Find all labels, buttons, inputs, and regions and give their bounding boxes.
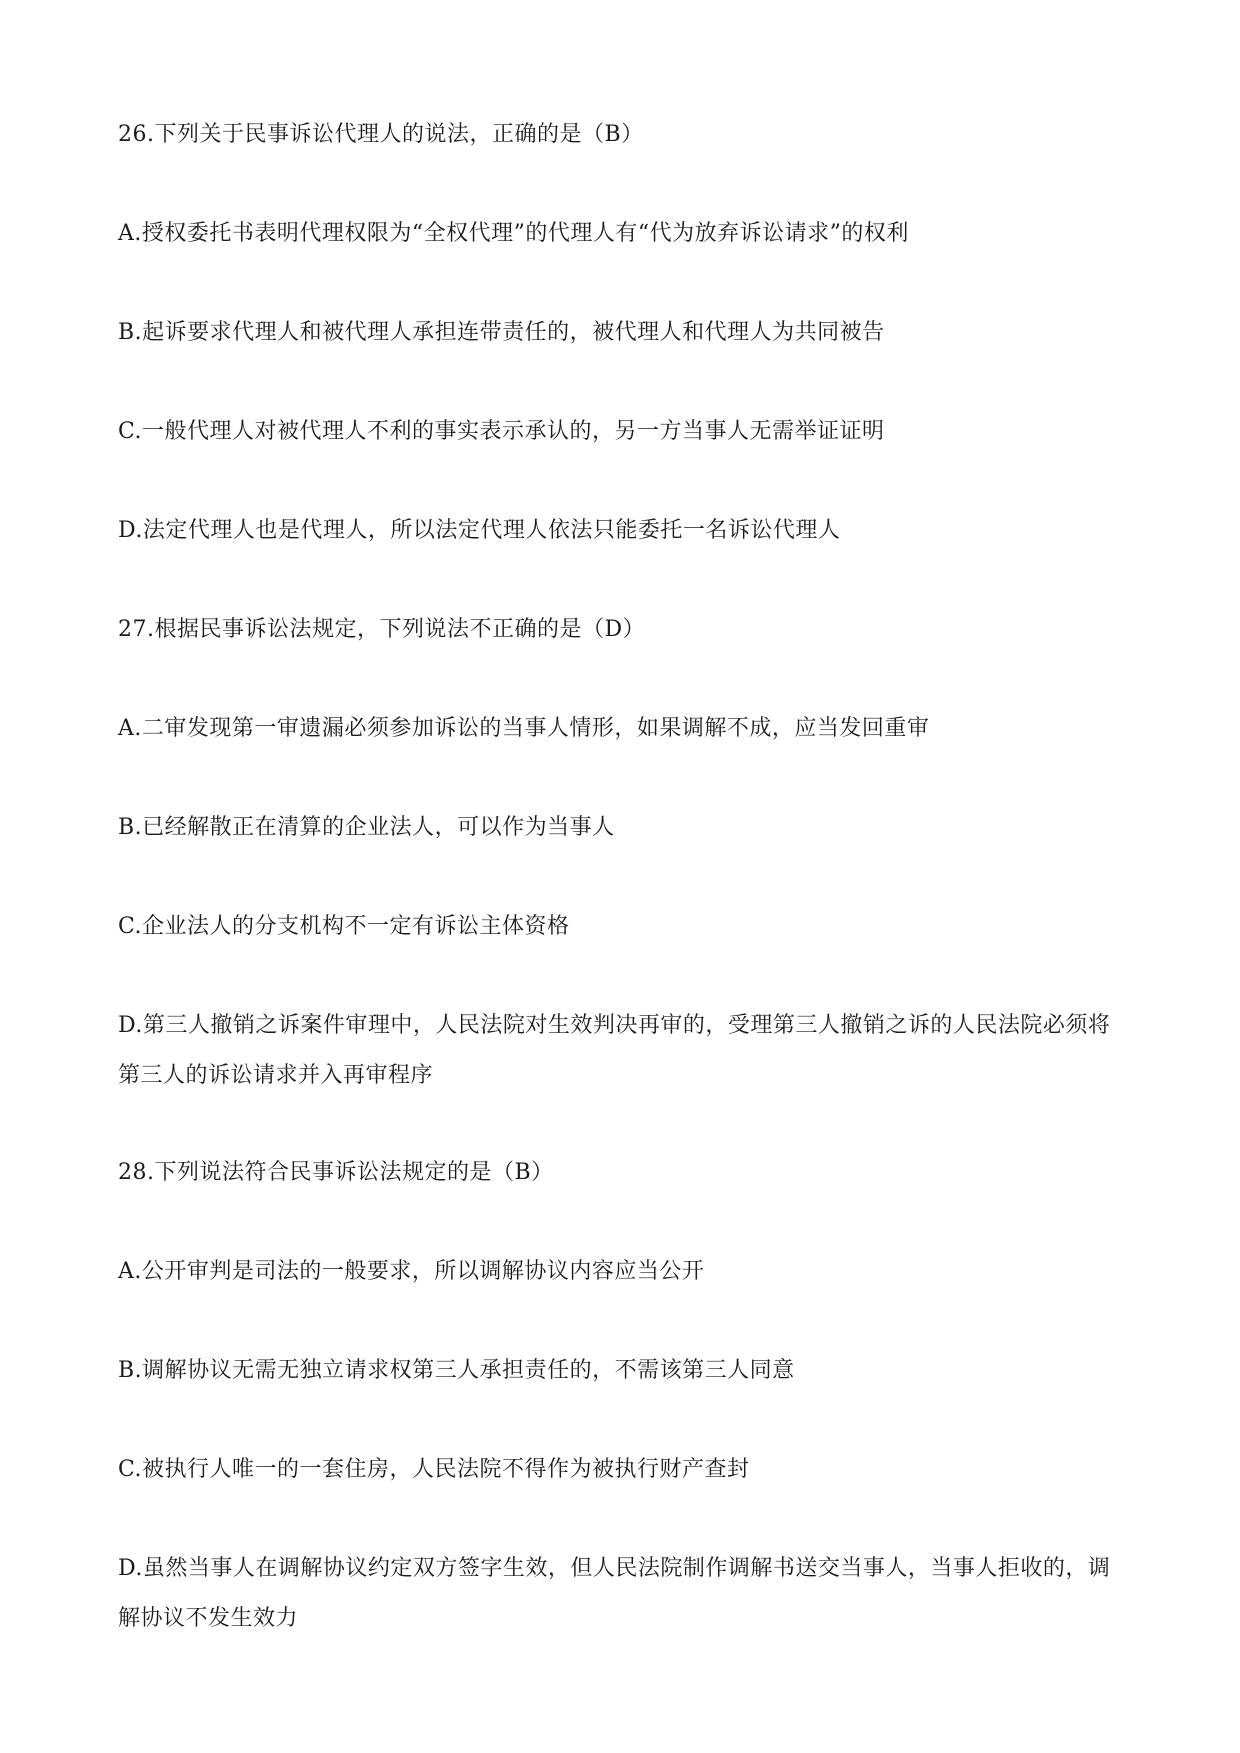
question-26-stem: 26.下列关于民事诉讼代理人的说法，正确的是（B） bbox=[118, 122, 644, 147]
question-27-option-a: A.二审发现第一审遗漏必须参加诉讼的当事人情形，如果调解不成，应当发回重审 bbox=[118, 716, 930, 741]
question-28-option-d: D.虽然当事人在调解协议约定双方签字生效，但人民法院制作调解书送交当事人，当事人拒收的，调解协议不发生效力 bbox=[118, 1556, 1111, 1631]
question-26-option-a: A.授权委托书表明代理权限为“全权代理”的代理人有“代为放弃诉讼请求”的权利 bbox=[118, 221, 909, 246]
question-27-option-b: B.已经解散正在清算的企业法人，可以作为当事人 bbox=[118, 815, 615, 840]
question-28-option-c: C.被执行人唯一的一套住房，人民法院不得作为被执行财产查封 bbox=[118, 1457, 750, 1482]
question-27-option-d: D.第三人撤销之诉案件审理中，人民法院对生效判决再审的，受理第三人撤销之诉的人民法院必须将第三人的诉讼请求并入再审程序 bbox=[118, 1013, 1111, 1088]
question-28-option-b: B.调解协议无需无独立请求权第三人承担责任的，不需该第三人同意 bbox=[118, 1358, 795, 1383]
question-27-option-c: C.企业法人的分支机构不一定有诉讼主体资格 bbox=[118, 914, 570, 939]
question-26-option-c: C.一般代理人对被代理人不利的事实表示承认的，另一方当事人无需举证证明 bbox=[118, 419, 885, 444]
question-28-option-a: A.公开审判是司法的一般要求，所以调解协议内容应当公开 bbox=[118, 1259, 705, 1284]
question-26-option-b: B.起诉要求代理人和被代理人承担连带责任的，被代理人和代理人为共同被告 bbox=[118, 320, 885, 345]
question-26-option-d: D.法定代理人也是代理人，所以法定代理人依法只能委托一名诉讼代理人 bbox=[118, 518, 841, 543]
question-27-stem: 27.根据民事诉讼法规定，下列说法不正确的是（D） bbox=[118, 617, 646, 642]
question-28-stem: 28.下列说法符合民事诉讼法规定的是（B） bbox=[118, 1160, 554, 1185]
